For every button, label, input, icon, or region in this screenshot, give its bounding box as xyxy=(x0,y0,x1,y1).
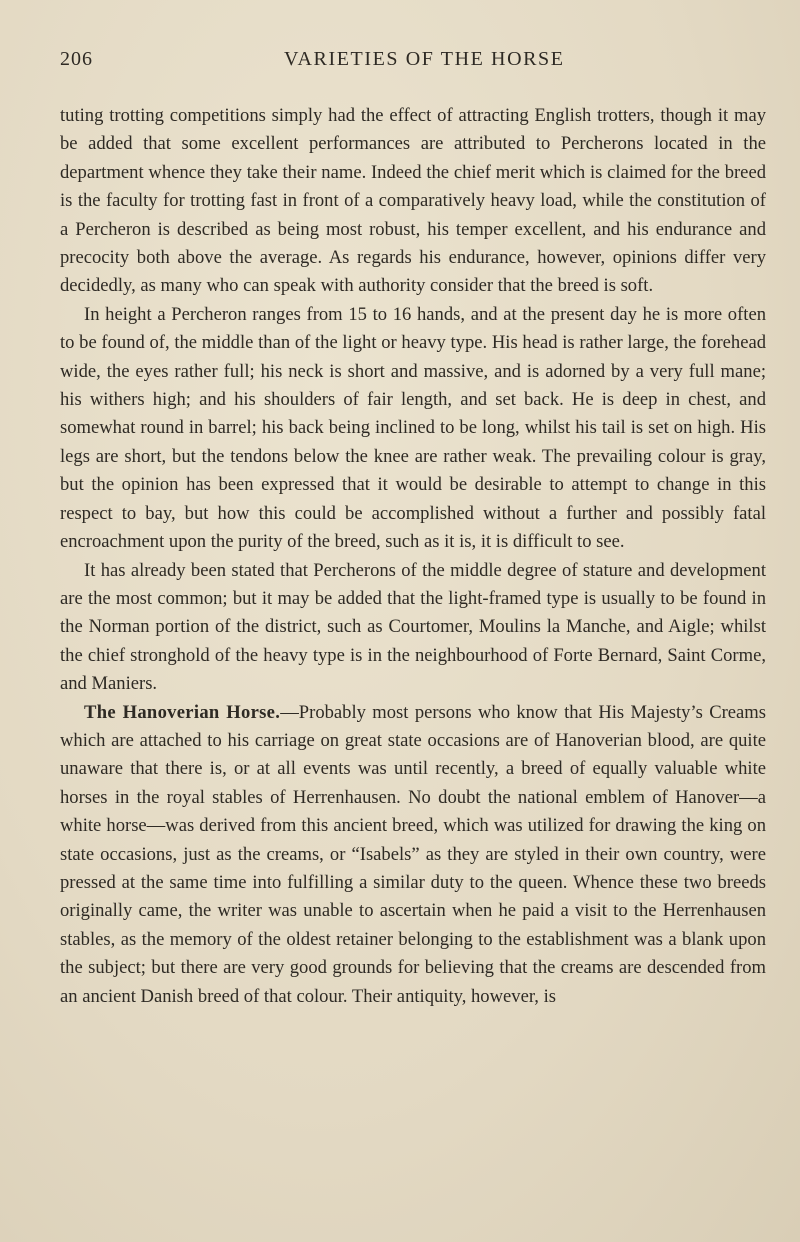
paragraph-2: In height a Percheron ranges from 15 to 16 hands, and at the present day he is more often to be found of, the middle than of the light or heavy type. His head is rather large, the forehead wide, the eyes rather full; his neck is short and massive, and is adorned by a very full mane; his withers high; and his shoulders of fair length, and set back. He is deep in chest, and somewhat round in barrel; his back being inclined to be long, whilst his tail is set on high. His legs are short, but the tendons below the knee are rather weak. The prevailing colour is gray, but the opinion has been expressed that it would be desirable to attempt to change in this respect to bay, but how this could be accomplished without a further and possibly fatal encroachment upon the purity of the breed, such as it is, it is difficult to see. xyxy=(60,303,766,553)
section-heading-hanoverian-horse: The Hanoverian Horse. xyxy=(84,701,281,723)
running-head xyxy=(60,48,766,82)
book-page xyxy=(60,48,766,1011)
paragraph-4 xyxy=(60,699,766,1011)
page-number: 206 xyxy=(60,48,93,70)
paragraph-1: tuting trotting competitions simply had the effect of attracting English trotters, though it may be added that some excellent performances are attributed to Percherons located in the department whence they take their name. Indeed the chief merit which is claimed for the breed is the faculty for trotting fast in front of a comparatively heavy load, while the constitution of a Percheron is described as being most robust, his temper excellent, and his endurance and precocity both above the average. As regards his endurance, however, opinions differ very decidedly, as many who can speak with authority consider that the breed is soft. xyxy=(60,105,766,297)
paragraph-3: It has already been stated that Percherons of the middle degree of stature and development are the most common; but it may be added that the light-framed type is usually to be found in the Norman portion of the district, such as Courtomer, Moulins la Manche, and Aigle; whilst the chief stronghold of the heavy type is in the neighbourhood of Forte Bernard, Saint Corme, and Maniers. xyxy=(60,559,766,695)
running-title: VARIETIES OF THE HORSE xyxy=(284,48,565,70)
paragraph-4-text: —Probably most persons who know that His Majesty’s Creams which are attached to his carriage on great state occasions are of Hanoverian blood, are quite unaware that there is, or at all events was until recently, a breed of equally valuable white horses in the royal stables of Herrenhausen. No doubt the national emblem of Hanover—a white horse—was derived from this ancient breed, which was utilized for drawing the king on state occasions, just as the creams, or “Isabels” as they are styled in their own country, were pressed at the same time into fulfilling a similar duty to the queen. Whence these two breeds originally came, the writer was unable to ascertain when he paid a visit to the Herrenhausen stables, as the memory of the oldest retainer belonging to the establishment was a blank upon the subject; but there are very good grounds for believing that the creams are descended from an ancient Danish breed of that colour. Their antiquity, however, is xyxy=(60,701,766,1007)
